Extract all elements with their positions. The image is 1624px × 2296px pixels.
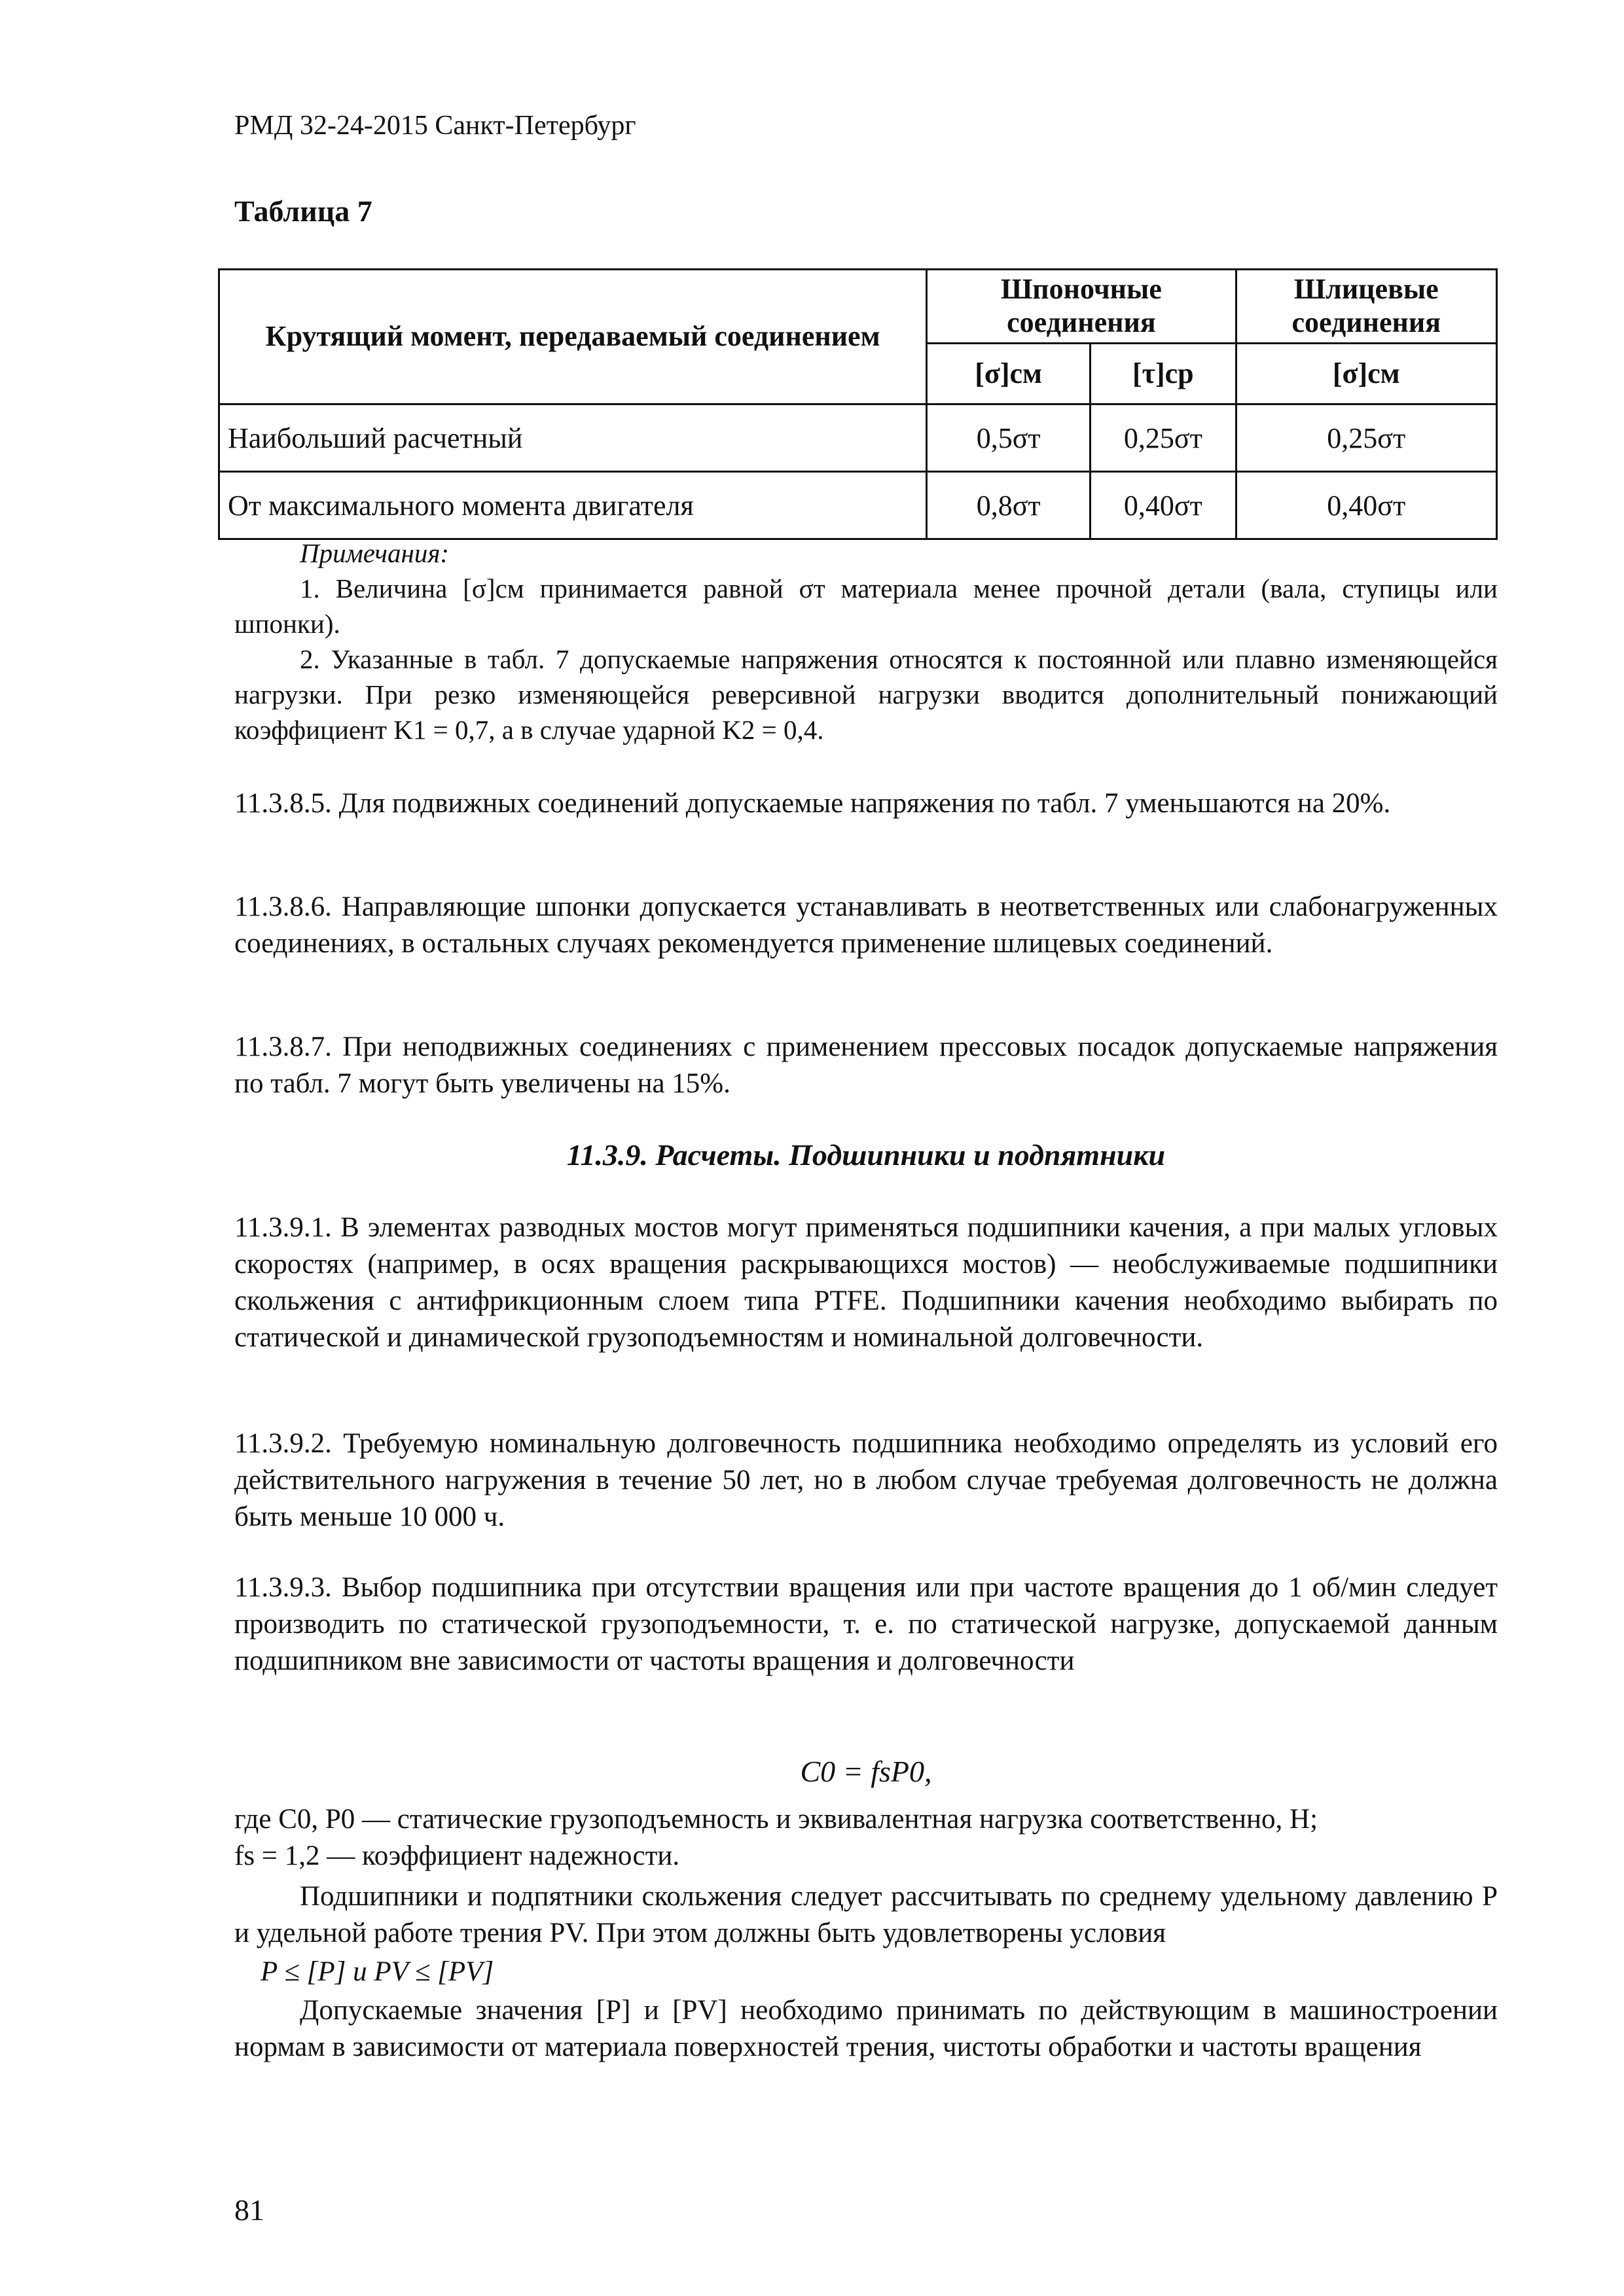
subheader-tau-sr: [τ]ср: [1091, 344, 1236, 404]
notes-title: Примечания:: [300, 538, 450, 568]
table-row: [219, 404, 1497, 472]
document-header: РМД 32-24-2015 Санкт-Петербург: [234, 111, 636, 141]
cell-value: 0,5σт: [927, 404, 1091, 472]
paragraph-11-3-8-7: 11.3.8.7. При неподвижных соединениях с применением прессовых посадок допускаемые напряжения по табл. 7 могут быть увеличены на 15%.: [234, 1031, 1498, 1099]
subheader-sigma-cm-spline: [σ]см: [1236, 344, 1496, 404]
subheader-sigma-cm: [σ]см: [927, 344, 1091, 404]
where-line-2: fs = 1,2 — коэффициент надежности.: [234, 1840, 680, 1871]
condition: P ≤ [P] и PV ≤ [PV]: [261, 1956, 494, 1987]
page-number: 81: [234, 2193, 264, 2227]
paragraph-11-3-9-2: 11.3.9.2. Требуемую номинальную долговечность подшипника необходимо определять из условий его действительного нагружения в течение 50 лет, но в любом случае требуемая долговечность не должна быть меньше 10 000 ч.: [234, 1428, 1498, 1532]
cell-value: 0,25σт: [1091, 404, 1236, 472]
notes-block: [234, 535, 1498, 747]
paragraph-allowable-values: Допускаемые значения [P] и [PV] необходимо принимать по действующим в машиностроении нормам в зависимости от материала поверхностей трения, чистоты обработки и частоты вращения: [234, 1995, 1498, 2062]
formula: C0 = fsP0,: [800, 1755, 932, 1788]
table-row: [219, 472, 1497, 539]
paragraph-sliding-bearings: Подшипники и подпятники скольжения следует рассчитывать по среднему удельному давлению P и удельной работе трения PV. При этом должны быть удовлетворены условия: [234, 1881, 1498, 1948]
paragraph-11-3-9-3: 11.3.9.3. Выбор подшипника при отсутствии вращения или при частоте вращения до 1 об/мин следует производить по статической грузоподъемности, т. е. по статической нагрузке, допускаемой данным подшипником вне зависимости от частоты вращения и долговечности: [234, 1572, 1498, 1676]
table-7: [218, 268, 1498, 540]
note-2: 2. Указанные в табл. 7 допускаемые напряжения относятся к постоянной или плавно изменяющейся нагрузки. При резко изменяющейся реверсивной нагрузки вводится дополнительный понижающий коэффициент K1 = 0,7, а в случае ударной K2 = 0,4.: [234, 644, 1498, 745]
cell-value: 0,40σт: [1236, 472, 1496, 539]
paragraph-11-3-8-5: 11.3.8.5. Для подвижных соединений допускаемые напряжения по табл. 7 уменьшаются на 20%.: [234, 788, 1391, 819]
where-definitions: [234, 1801, 1498, 1874]
col-header-torque: Крутящий момент, передаваемый соединением: [219, 270, 927, 404]
section-heading: 11.3.9. Расчеты. Подшипники и подпятники: [566, 1138, 1166, 1172]
row-label: От максимального момента двигателя: [219, 472, 927, 539]
row-label: Наибольший расчетный: [219, 404, 927, 472]
cell-value: 0,25σт: [1236, 404, 1496, 472]
paragraph-11-3-9-1: 11.3.9.1. В элементах разводных мостов могут применяться подшипники качения, а при малых угловых скоростях (например, в осях вращения раскрывающихся мостов) — необслуживаемые подшипники скольжения с антифрикционным слоем типа PTFE. Подшипники качения необходимо выбирать по статической и динамической грузоподъемностям и номинальной долговечности.: [234, 1212, 1498, 1353]
col-header-spline-joints: Шлицевые соединения: [1236, 270, 1496, 344]
col-header-key-joints: Шпоночные соединения: [927, 270, 1236, 344]
note-1: 1. Величина [σ]см принимается равной σт материала менее прочной детали (вала, ступицы или шпонки).: [234, 573, 1498, 639]
table-title: Таблица 7: [234, 194, 372, 228]
cell-value: 0,40σт: [1091, 472, 1236, 539]
where-line-1: где C0, P0 — статические грузоподъемность и эквивалентная нагрузка соответственно, Н;: [234, 1804, 1318, 1835]
cell-value: 0,8σт: [927, 472, 1091, 539]
paragraph-11-3-8-6: 11.3.8.6. Направляющие шпонки допускается устанавливать в неответственных или слабонагруженных соединениях, в остальных случаях рекомендуется применение шлицевых соединений.: [234, 891, 1498, 959]
